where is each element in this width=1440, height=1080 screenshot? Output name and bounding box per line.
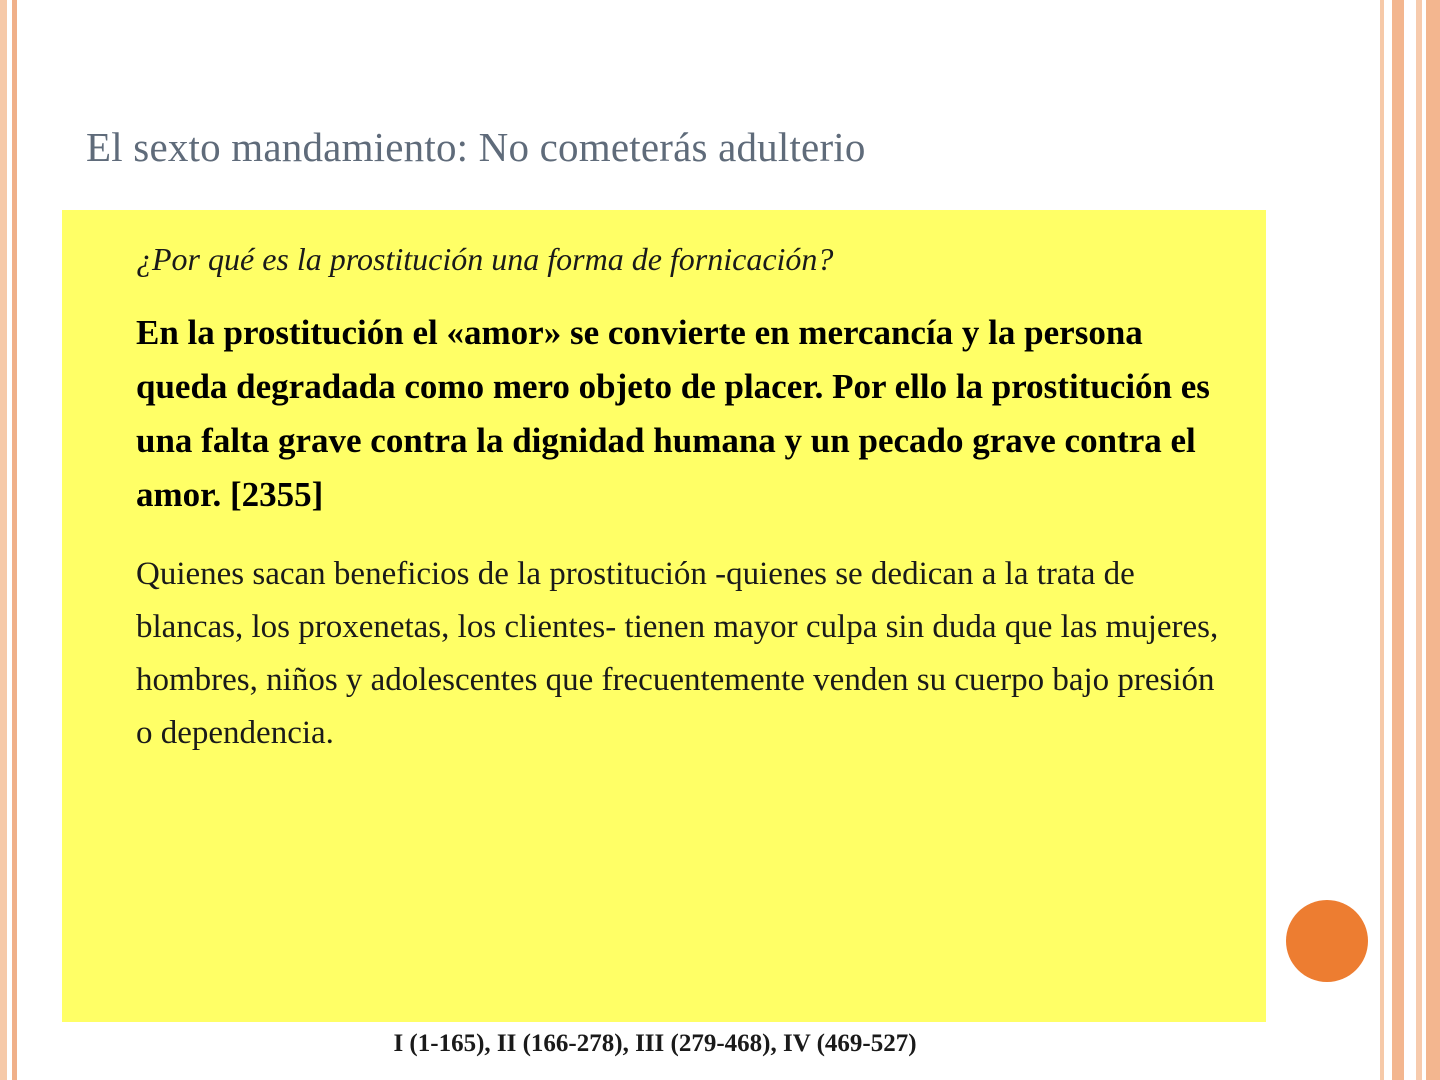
right-border-stripe-1 [1380, 0, 1384, 1080]
slide-footer: I (1-165), II (166-278), III (279-468), IV (469-527) [393, 1030, 917, 1057]
left-border-stripe-inner [12, 0, 17, 1080]
answer-body-text: Quienes sacan beneficios de la prostitución -quienes se dedican a la trata de blancas, los proxenetas, los clientes- tienen mayor culpa sin duda que las mujeres, hombres, niños y adolescentes que frecuentemente venden su cuerpo bajo presión o dependencia. [136, 556, 1219, 751]
right-border-stripe-3 [1416, 0, 1422, 1080]
content-highlight-box [62, 210, 1266, 1022]
question-text: ¿Por qué es la prostitución una forma de fornicación? [136, 241, 834, 277]
right-border-stripe-4 [1426, 0, 1440, 1080]
slide-title: El sexto mandamiento: No cometerás adulterio [86, 124, 866, 170]
decorative-circle-icon [1286, 900, 1368, 982]
right-border-stripe-2 [1392, 0, 1404, 1080]
left-border-stripe-outer [0, 0, 7, 1080]
answer-emphasis-text: En la prostitución el «amor» se convierte en mercancía y la persona queda degradada como mero objeto de placer. Por ello la prostitución es una falta grave contra la dignidad humana y un pecado grave contra el amor. [2355] [136, 313, 1210, 514]
